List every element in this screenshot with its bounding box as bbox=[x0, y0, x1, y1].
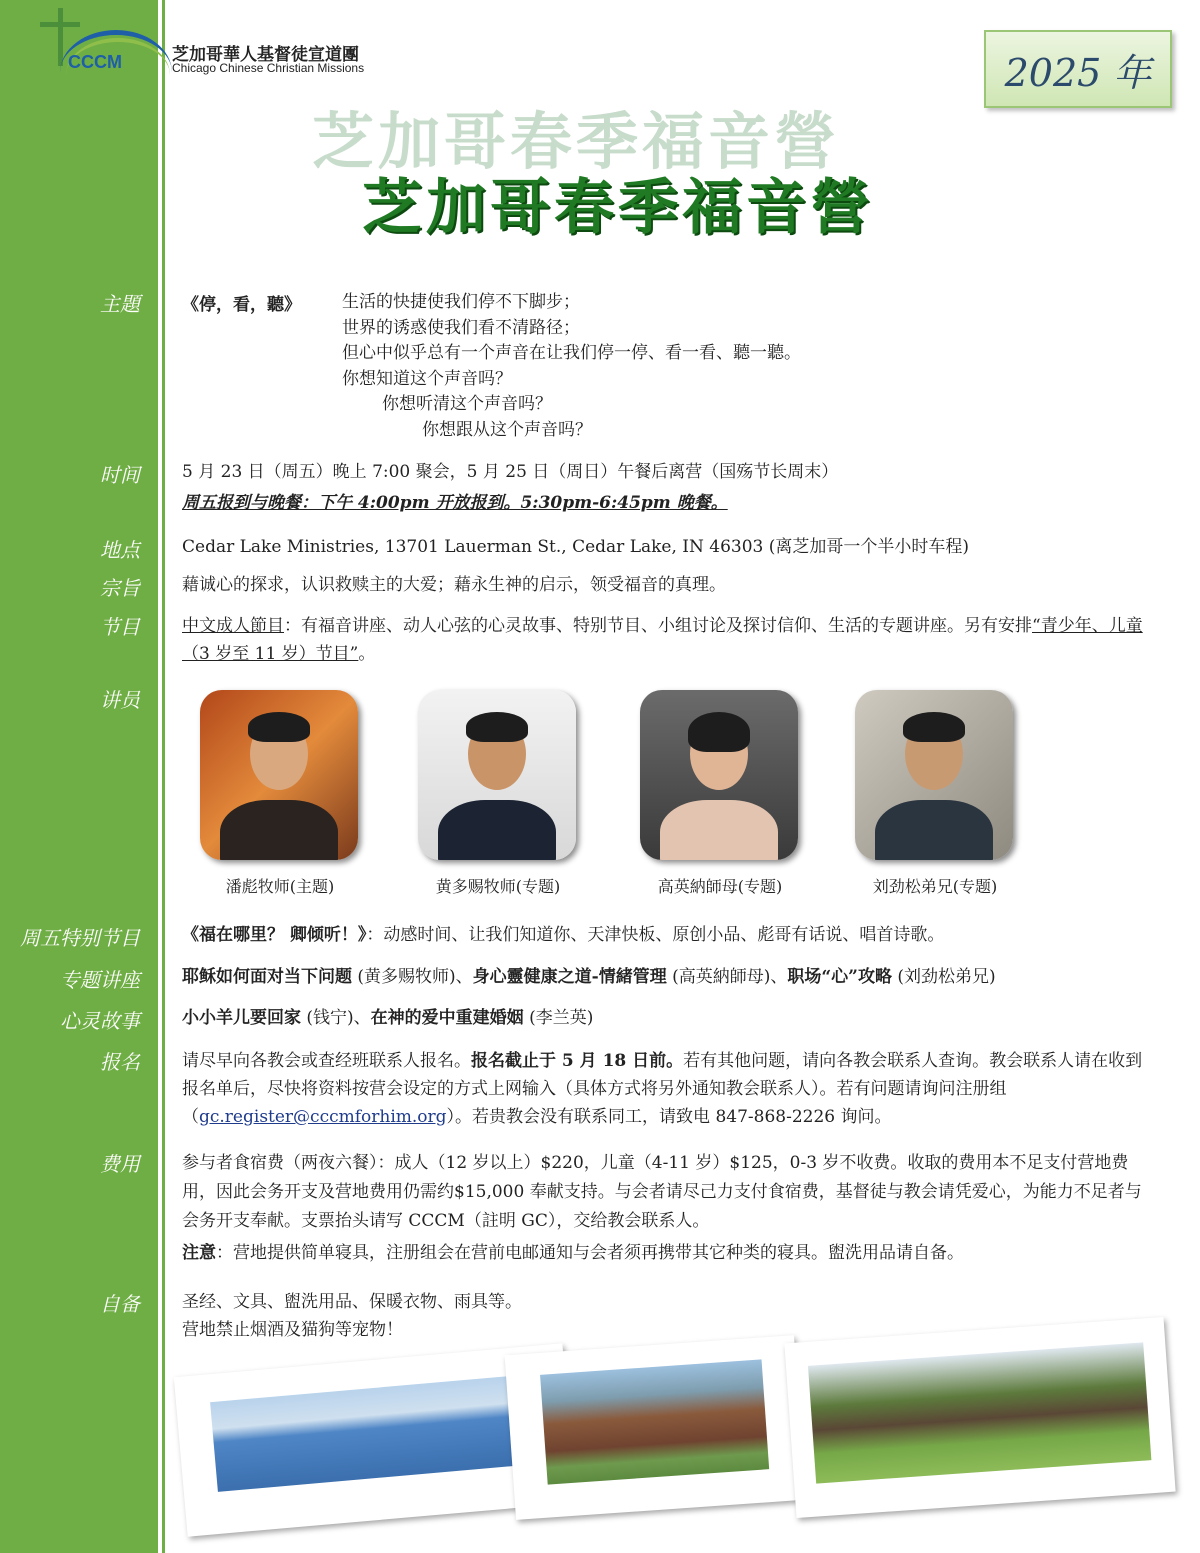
speaker-photo bbox=[640, 690, 798, 860]
register-intro: 请尽早向各教会或查经班联系人报名。 bbox=[182, 1051, 471, 1071]
logo-name-en: Chicago Chinese Christian Missions bbox=[172, 61, 365, 75]
program-text bbox=[182, 612, 1162, 668]
program-youth-link: “青少年、儿童（3 岁至 11 岁）节目” bbox=[182, 616, 1143, 664]
purpose-text: 藉诚心的探求，认识救赎主的大爱；藉永生神的启示，领受福音的真理。 bbox=[182, 575, 726, 595]
time-line1: 5 月 23 日（周五）晚上 7:00 聚会，5 月 25 日（周日）午餐后离营（国殇节长周末） bbox=[182, 462, 839, 482]
speaker-name: 黄多赐牧师(专题) bbox=[435, 877, 561, 896]
friday-text bbox=[182, 923, 944, 948]
cross-bar bbox=[40, 22, 80, 27]
fee-text: 参与者食宿费（两夜六餐）：成人（12 岁以上）$220，儿童（4-11 岁）$125，0-3 岁不收费。收取的费用本不足支付营地费用，因此会务开支及营地费用仍需约$15,000 奉献支持。与会者请尽己力支付食宿费，基督徒与教会请凭爱心，为能力不足者与会务开支奉献。支票抬头请写 CCCM（註明 GC），交给教会联系人。 bbox=[182, 1153, 1142, 1231]
topic-speaker: (刘劲松弟兄) bbox=[891, 967, 996, 987]
program-end: 。 bbox=[358, 644, 376, 664]
register-end: ）。若贵教会没有联系同工，请致电 847-868-2226 询问。 bbox=[446, 1107, 892, 1127]
register-text bbox=[182, 1047, 1157, 1131]
topic-title: 身心靈健康之道-情緒管理 bbox=[472, 967, 667, 987]
camp-photo-lodge bbox=[505, 1335, 806, 1520]
note-label: 注意 bbox=[182, 1243, 216, 1263]
speaker-photo bbox=[200, 690, 358, 860]
label-purpose: 宗旨 bbox=[100, 576, 140, 600]
theme-poem bbox=[342, 290, 801, 443]
label-bring: 自备 bbox=[100, 1292, 140, 1316]
story-title: 小小羊儿要回家 bbox=[182, 1008, 301, 1028]
topic-speaker: (黄多赐牧师)、 bbox=[352, 967, 473, 987]
program-adult-link: 中文成人節目 bbox=[182, 616, 284, 636]
story-title: 在神的爱中重建婚姻 bbox=[370, 1008, 524, 1028]
label-topics: 专题讲座 bbox=[60, 968, 140, 992]
note-text: ：营地提供简单寝具，注册组会在营前电邮通知与会者须再携带其它种类的寝具。盥洗用品请自备。 bbox=[216, 1243, 964, 1263]
sidebar-divider bbox=[162, 0, 165, 1553]
speaker-photo bbox=[855, 690, 1013, 860]
speaker-card bbox=[640, 690, 800, 897]
topic-title: 职场“心”攻略 bbox=[787, 967, 892, 987]
poem-line: 但心中似乎总有一个声音在让我们停一停、看一看、聽一聽。 bbox=[342, 343, 801, 363]
friday-title: 《福在哪里？ 卿倾听！》 bbox=[182, 925, 367, 945]
bring-line1: 圣经、文具、盥洗用品、保暖衣物、雨具等。 bbox=[182, 1292, 522, 1312]
poem-line: 你想听清这个声音吗？ bbox=[382, 394, 552, 414]
fee-note bbox=[182, 1241, 964, 1266]
program-desc: ：有福音讲座、动人心弦的心灵故事、特别节目、小组讨论及探讨信仰、生活的专题讲座。另有安排 bbox=[284, 616, 1032, 636]
label-friday: 周五特别节目 bbox=[20, 926, 140, 950]
story-speaker: (李兰英) bbox=[523, 1008, 594, 1028]
register-deadline: 报名截止于 5 月 18 日前。 bbox=[471, 1051, 684, 1071]
story-speaker: (钱宁)、 bbox=[301, 1008, 371, 1028]
label-place: 地点 bbox=[100, 538, 140, 562]
logo-arc-green bbox=[66, 38, 170, 112]
register-email-link[interactable]: gc.register@cccmforhim.org bbox=[199, 1107, 447, 1127]
friday-desc: ：动感时间、让我们知道你、天津快板、原创小品、彪哥有话说、唱首诗歌。 bbox=[366, 925, 945, 945]
sidebar bbox=[0, 0, 158, 1553]
poem-line: 你想跟从这个声音吗？ bbox=[422, 419, 592, 440]
logo-name-cn: 芝加哥華人基督徒宣道團 bbox=[172, 45, 359, 65]
camp-photo-grounds bbox=[784, 1317, 1175, 1518]
topic-speaker: (高英納師母)、 bbox=[666, 967, 788, 987]
register-body: 若有其他问题，请向各教会联系人查询。教会联系人请在收到报名单后，尽快将资料按营会设定的方式上网输入（具体方式将另外通知教会联系人）。若有问题请询问注册组（ bbox=[182, 1051, 1143, 1127]
poem-line: 世界的诱惑使我们看不清路径； bbox=[342, 317, 580, 338]
label-register: 报名 bbox=[100, 1050, 140, 1074]
poem-line: 你想知道这个声音吗？ bbox=[342, 368, 512, 389]
topics-text bbox=[182, 965, 996, 990]
speaker-name: 刘劲松弟兄(专题) bbox=[872, 877, 998, 896]
speaker-card bbox=[855, 690, 1015, 897]
topic-title: 耶稣如何面对当下问题 bbox=[182, 967, 352, 987]
label-speakers: 讲员 bbox=[100, 688, 140, 712]
time-line2: 周五报到与晚餐：下午 4:00pm 开放报到。5:30pm-6:45pm 晚餐。 bbox=[182, 493, 728, 513]
logo bbox=[0, 0, 400, 80]
bring-line2: 营地禁止烟酒及猫狗等宠物！ bbox=[182, 1320, 403, 1340]
page-title: 芝加哥春季福音營 bbox=[362, 173, 874, 243]
label-theme: 主題 bbox=[100, 292, 140, 316]
place-text: Cedar Lake Ministries, 13701 Lauerman St., Cedar Lake, IN 46303 (离芝加哥一个半小时车程) bbox=[182, 537, 970, 557]
label-time: 时间 bbox=[100, 463, 140, 487]
speaker-name: 高英納師母(专题) bbox=[657, 877, 783, 896]
speaker-photo bbox=[418, 690, 576, 860]
label-stories: 心灵故事 bbox=[60, 1009, 140, 1033]
camp-photos bbox=[170, 1320, 1200, 1553]
year-badge: 2025 年 bbox=[984, 30, 1172, 108]
label-program: 节目 bbox=[100, 615, 140, 639]
title-shadow: 芝加哥春季福音營 bbox=[312, 105, 841, 178]
stories-text bbox=[182, 1006, 593, 1031]
speaker-name: 潘彪牧师(主题) bbox=[225, 877, 335, 896]
poem-line: 生活的快捷使我们停不下脚步； bbox=[342, 292, 580, 312]
speaker-card bbox=[200, 690, 360, 897]
label-fee: 费用 bbox=[100, 1152, 140, 1176]
speaker-card bbox=[418, 690, 578, 897]
theme-title: 《停，看，聽》 bbox=[182, 295, 301, 315]
logo-cccm: CCCM bbox=[68, 52, 122, 72]
